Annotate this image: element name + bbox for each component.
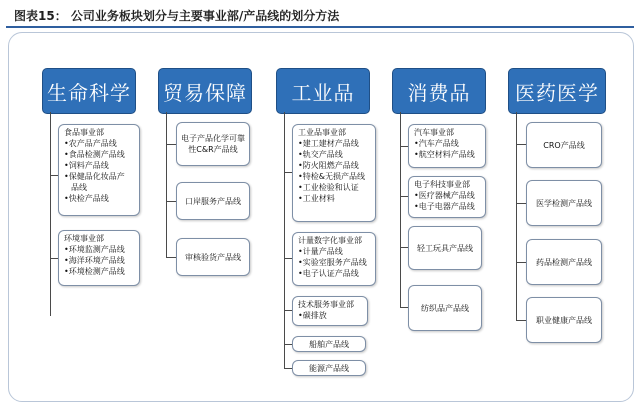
product-line-item: •特检&无损产品线	[298, 172, 365, 181]
figure-title-bar	[6, 4, 634, 28]
group-title: 工业品事业部	[298, 128, 346, 137]
connector-tick	[166, 201, 176, 202]
product-line-item: •农产品产品线	[64, 139, 117, 148]
group-title: 汽车事业部	[414, 128, 454, 137]
group-title: 食品事业部	[64, 128, 104, 137]
product-line-item: •饲料产品线	[64, 161, 109, 170]
connector-tick	[50, 175, 58, 176]
product-line-item: •环境检测产品线	[64, 267, 125, 276]
connector-tick	[166, 257, 176, 258]
connector-tick	[400, 146, 408, 147]
connector-industrial	[284, 112, 285, 368]
product-line-item: •实验室服务产品线	[298, 258, 367, 267]
figure-title: 图表15： 公司业务板块划分与主要事业部/产品线的划分方法	[14, 9, 340, 23]
product-line-item: •海洋环境产品线	[64, 256, 125, 265]
connector-tick	[516, 203, 526, 204]
product-line-item: •轨交产品线	[298, 150, 343, 159]
product-line-item: •快检产品线	[64, 194, 109, 203]
connector-tick	[284, 368, 292, 369]
connector-tick	[284, 172, 292, 173]
product-line-item: •碳排放	[298, 311, 327, 320]
product-line-item: •工业检验和认证	[298, 183, 359, 192]
product-line-item: •计量产品线	[298, 247, 343, 256]
header-consumer: 消费品	[392, 68, 486, 114]
product-line-item: •电子电器产品线	[414, 202, 475, 211]
product-line-box: 医学检测产品线	[526, 180, 602, 226]
product-line-item: •工业材料	[298, 194, 335, 203]
header-life-science: 生命科学	[42, 68, 136, 114]
connector-life-science	[50, 112, 51, 316]
product-line-item: •航空材料产品线	[414, 150, 475, 159]
group-title: 电子科技事业部	[414, 180, 470, 189]
product-line-box: 药品检测产品线	[526, 239, 602, 285]
connector-trade	[166, 112, 167, 258]
connector-tick	[516, 320, 526, 321]
group-tech-service-division	[292, 296, 368, 326]
product-line-box: 轻工玩具产品线	[408, 226, 482, 270]
product-line-box: CRO产品线	[526, 122, 602, 168]
product-line-box: 职业健康产品线	[526, 297, 602, 343]
group-title: 计量数字化事业部	[298, 236, 362, 245]
product-line-box: 审核验货产品线	[176, 238, 250, 276]
product-line-box: 能源产品线	[292, 360, 366, 376]
group-food-division	[58, 124, 140, 216]
group-automotive-division	[408, 124, 486, 168]
product-line-box: 电子产品化学可靠性C&R产品线	[176, 122, 250, 166]
header-trade: 贸易保障	[158, 68, 252, 114]
product-line-item: •保健品化妆品产	[64, 172, 125, 181]
product-line-box: 口岸服务产品线	[176, 182, 250, 220]
connector-tick	[516, 262, 526, 263]
group-title: 环境事业部	[64, 234, 104, 243]
product-line-item: •防火阻燃产品线	[298, 161, 359, 170]
header-medical: 医药医学	[508, 68, 606, 114]
connector-tick	[50, 258, 58, 259]
connector-tick	[400, 307, 408, 308]
group-title: 技术服务事业部	[298, 300, 354, 309]
connector-tick	[516, 144, 526, 145]
group-electronics-division	[408, 176, 486, 218]
product-line-item: •汽车产品线	[414, 139, 459, 148]
product-line-box: 船舶产品线	[292, 336, 366, 352]
product-line-item: 品线	[71, 183, 87, 192]
group-metrology-division	[292, 232, 376, 286]
product-line-item: •食品检测产品线	[64, 150, 125, 159]
product-line-item: •电子认证产品线	[298, 269, 359, 278]
product-line-item: •医疗器械产品线	[414, 191, 475, 200]
product-line-item: •环境监测产品线	[64, 245, 125, 254]
connector-tick	[400, 247, 408, 248]
header-industrial: 工业品	[276, 68, 370, 114]
connector-consumer	[400, 112, 401, 308]
product-line-item: •建工建材产品线	[298, 139, 359, 148]
group-environment-division	[58, 230, 140, 286]
connector-tick	[166, 144, 176, 145]
connector-tick	[400, 196, 408, 197]
group-industrial-division	[292, 124, 376, 222]
product-line-box: 纺织品产品线	[408, 285, 482, 331]
connector-tick	[284, 310, 292, 311]
connector-tick	[284, 258, 292, 259]
connector-tick	[284, 344, 292, 345]
